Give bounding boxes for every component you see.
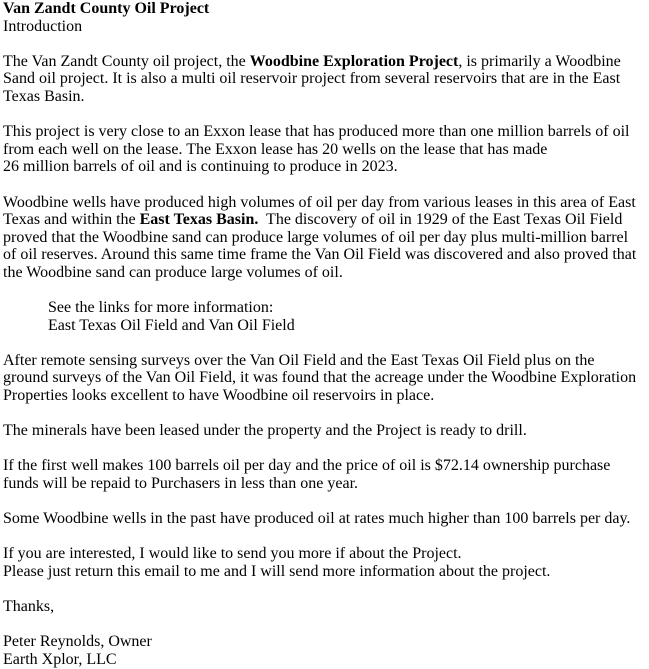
page-title: Van Zandt County Oil Project	[3, 0, 210, 17]
signature-thanks: Thanks,	[3, 598, 55, 616]
links-block	[3, 299, 643, 334]
signature-company: Earth Xplor, LLC	[3, 650, 117, 668]
signature-block	[3, 598, 643, 668]
paragraph-intro	[3, 53, 643, 106]
section-subtitle: Introduction	[3, 17, 83, 35]
intro-text-start: The Van Zandt County oil project, the	[3, 52, 250, 70]
intro-text-end: , is primarily a Woodbine Sand oil project. It is also a multi oil reservoir project from several reservoirs that are in the East Texas Basin.	[3, 52, 621, 105]
paragraph-contact	[3, 545, 643, 580]
exxon-production-text: 26 million barrels of oil and is continuing to produce in 2023.	[3, 158, 398, 176]
signature-name: Peter Reynolds, Owner	[3, 633, 152, 651]
project-name: Woodbine Exploration Project	[249, 52, 459, 70]
paragraph-surveys: After remote sensing surveys over the Van Oil Field and the East Texas Oil Field plus on the ground surveys of the Van Oil Field, it was found that the acreage under the Woodbine Exploration Properties looks excellent to have Woodbine oil reservoirs in place.	[3, 351, 637, 405]
paragraph-woodbine-history	[3, 194, 643, 282]
history-text-start: Woodbine wells have produced high volumes of oil per day from various leases in this area of East Texas and within the	[3, 193, 636, 229]
contact-line-2: Please just return this email to me and I will send more information about the project.	[3, 563, 551, 580]
contact-line-1: If you are interested, I would like to send you more if about the Project.	[3, 545, 462, 563]
paragraph-production-rates: Some Woodbine wells in the past have produced oil at rates much higher than 100 barrels per day.	[3, 510, 631, 528]
links-intro: See the links for more information:	[48, 299, 274, 317]
basin-name: East Texas Basin.	[139, 211, 259, 229]
exxon-text: This project is very close to an Exxon lease that has produced more than one million barrels of oil from each well on the lease. The Exxon lease has 20 wells on the lease that has made	[3, 123, 630, 158]
paragraph-exxon-lease	[3, 123, 643, 176]
history-text-end: The discovery of oil in 1929 of the East Texas Oil Field proved that the Woodbine sand can produce large volumes of oil per day plus multi-million barrel of oil reserves. Around this same time frame the Van Oil Field was discovered and also proved that the Woodbine sand can produce large volumes of oil.	[3, 211, 641, 281]
paragraph-minerals: The minerals have been leased under the property and the Project is ready to drill.	[3, 422, 527, 440]
links-text: East Texas Oil Field and Van Oil Field	[48, 316, 295, 334]
paragraph-repayment: If the first well makes 100 barrels oil per day and the price of oil is $72.14 ownership purchase funds will be repaid to Purchasers in less than one year.	[3, 457, 611, 493]
